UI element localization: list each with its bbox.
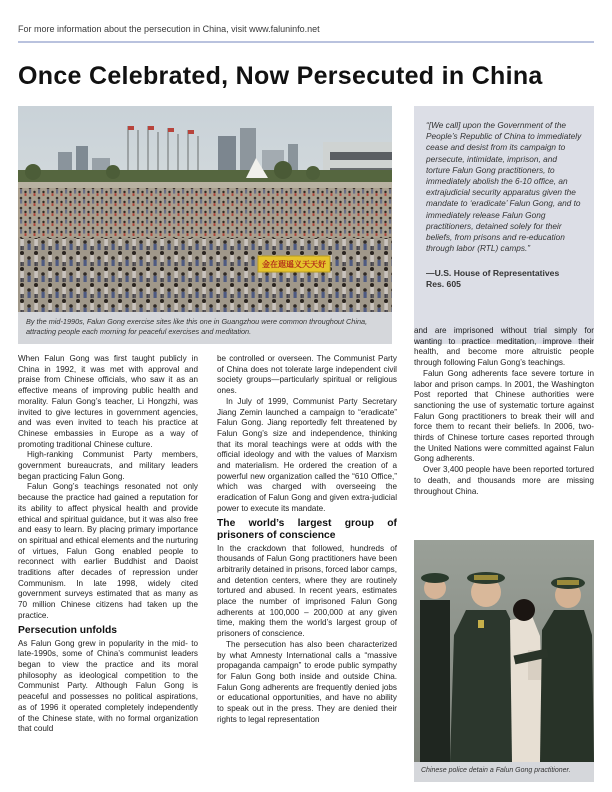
header-info-line: For more information about the persecution in China, visit www.faluninfo.net — [18, 24, 320, 34]
exercise-site-caption: By the mid-1990s, Falun Gong exercise sites like this one in Guangzhou were common throughout China, attracting people each morning for peaceful exercises and meditation. — [18, 312, 392, 344]
article-title: Once Celebrated, Now Persecuted in China — [18, 62, 543, 90]
quote-sidebar — [414, 106, 594, 344]
police-detention-caption: Chinese police detain a Falun Gong practitioner. — [414, 762, 594, 782]
quote-source-line-1: —U.S. House of Representatives — [426, 268, 560, 279]
paragraph: The persecution has also been characterized by what Amnesty International calls a “massive propaganda campaign” to erode public sympathy for Falun Gong both inside and outside China. Falun Gong adherents are frequently denied jobs or educational opportunities, and have no ability to speak out in the press. They are denied their rights to legal representation — [217, 639, 397, 724]
header-divider — [18, 41, 594, 43]
paragraph: Over 3,400 people have been reported tortured to death, and thousands more are missing throughout China. — [414, 465, 594, 496]
quote-source — [426, 268, 582, 290]
article-column-1 — [18, 354, 198, 735]
article-column-2 — [217, 354, 397, 726]
banner-text: 金在遐遥义天天好 — [262, 260, 326, 269]
house-resolution-quote: “[We call] upon the Government of the People’s Republic of China to immediately cease and desist from its campaign to persecute, intimidate, imprison, and torture Falun Gong practitioners, to immediately abolish the 6-10 office, an extrajudicial security apparatus given the mandate to ‘eradicate’ Falun Gong, and to immediately release Falun Gong practitioners, detained solely for their beliefs, from prisons and re-education through labor (RTL) camps.” — [426, 120, 582, 254]
paragraph: High-ranking Communist Party members, government bureaucrats, and military leaders began practicing Falun Gong. — [18, 450, 198, 481]
paragraph: In July of 1999, Communist Party Secretary Jiang Zemin launched a campaign to “eradicate” Falun Gong. Jiang reportedly felt threatened by Falun Gong’s size and independence, thinking that its moral teachings were at odds with the official ideology and with the values of Marxism and materialism. He ordered the creation of a powerful new organization called the “610 Office,” which was charged with overseeing the eradication of Falun Gong and given extra-judicial power to execute its mandate. — [217, 396, 397, 513]
section-heading-prisoners-of-conscience: The world’s largest group of prisoners of conscience — [217, 517, 397, 541]
paragraph: and are imprisoned without trial simply for wanting to practice meditation, improve their health, and become more altruistic people through following Falun Gong’s teachings. — [414, 326, 594, 368]
article-column-3 — [414, 326, 594, 497]
paragraph: When Falun Gong was first taught publicly in China in 1992, it was met with approval and praise from Chinese officials, who saw it as an effective means of improving public health and morality. Falun Gong’s teacher, Li Hongzhi, was invited to give lectures in government agencies, and was even invited to teach his practice at Chinese embassies in Europe as a way of promoting traditional Chinese culture. — [18, 354, 198, 449]
police-detention-photo — [414, 540, 594, 762]
paragraph: In the crackdown that followed, hundreds of thousands of Falun Gong practitioners have been arbitrarily detained in prisons, forced labor camps, and detention centers, where they are routinely tortured and abused. In recent years, estimates place the number of imprisoned Falun Gong adherents at 100,000 – 200,000 at any given time, making them the world’s largest group of prisoners of conscience. — [217, 543, 397, 639]
paragraph: As Falun Gong grew in popularity in the mid- to late-1990s, some of China’s communist leaders began to view the practice and its moral philosophy as ideological competition to the Communist Party. Although Falun Gong is peaceful and possesses no political aspirations, as of 1996 it operated completely independently of the Chinese state, with no formal organization that could — [18, 638, 198, 734]
section-heading-persecution-unfolds: Persecution unfolds — [18, 624, 117, 636]
exercise-site-photo — [18, 106, 392, 312]
quote-source-line-2: Res. 605 — [426, 279, 461, 290]
paragraph: be controlled or overseen. The Communist Party of China does not tolerate large independent civil society groups—particularly spiritual or religious ones. — [217, 354, 397, 396]
paragraph: Falun Gong’s teachings resonated not only because the practice had gained a reputation for its ability to affect physical health and provide ethical and spiritual guidance, but it was also free and easy to learn. By placing primary importance on spiritual and ethical elements and the nurturing of virtues, Falun Gong enabled people to reconnect with earlier Buddhist and Daoist traditions after decades of repression under Communism. In late 1998, widely cited government surveys estimated that as many as 70 million Chinese citizens had taken up the practice. — [18, 482, 198, 620]
paragraph: Falun Gong adherents face severe torture in labor and prison camps. In 2001, the Washington Post reported that Chinese authorities were sanctioning the use of systematic torture against Falun Gong practitioners to break their will and force them to recant their beliefs. In 2006, two-thirds of Chinese torture cases reported through the United Nations were committed against Falun Gong adherents. — [414, 368, 594, 464]
